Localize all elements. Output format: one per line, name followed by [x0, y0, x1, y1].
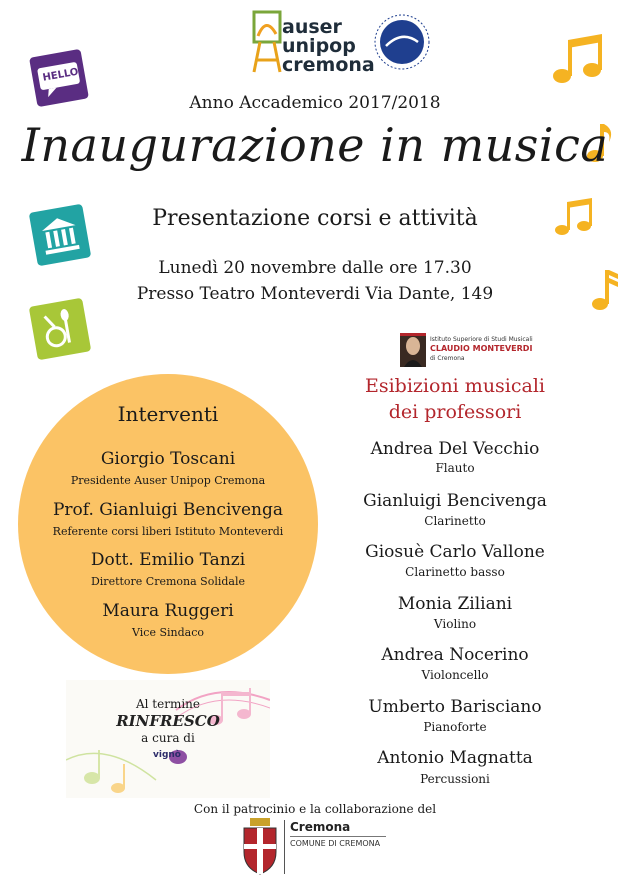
- event-venue: Presso Teatro Monteverdi Via Dante, 149: [136, 284, 494, 304]
- speaker-role: Referente corsi liberi Istituto Monteverdi: [52, 525, 284, 538]
- patrocinio-text: Con il patrocinio e la collaborazione del: [193, 802, 437, 816]
- event-date: Lunedì 20 novembre dalle ore 17.30: [158, 258, 472, 278]
- conservatorio-line3: di Cremona: [430, 355, 465, 362]
- academic-year: Anno Accademico 2017/2018: [189, 93, 441, 113]
- conservatorio-line1: Istituto Superiore di Studi Musicali: [430, 336, 533, 343]
- subtitle: Presentazione corsi e attività: [152, 206, 478, 231]
- musician-name: Umberto Barisciano: [368, 697, 542, 717]
- rinfresco-title: RINFRESCO: [116, 712, 220, 730]
- interventi-title: Interventi: [117, 402, 219, 426]
- musician-instrument: Violoncello: [421, 668, 489, 682]
- musician-name: Monia Ziliani: [397, 594, 513, 614]
- musician-name: Andrea Del Vecchio: [370, 439, 540, 459]
- rinfresco-intro: Al termine: [135, 697, 201, 711]
- rinfresco-by: a cura di: [141, 731, 195, 745]
- comune-sub: COMUNE DI CREMONA: [290, 839, 381, 848]
- musician-name: Andrea Nocerino: [381, 645, 529, 665]
- speaker-name: Maura Ruggeri: [102, 601, 234, 621]
- page-title: Inaugurazione in musica: [21, 118, 609, 172]
- esibizioni-title-line2: dei professori: [388, 401, 522, 423]
- city-crest-icon: [240, 816, 280, 878]
- speaker-name: Prof. Gianluigi Bencivenga: [52, 500, 284, 520]
- auser-unipop-logo: [248, 8, 378, 78]
- musician-instrument: Clarinetto: [424, 514, 486, 528]
- double-note-icon-1: [548, 30, 608, 90]
- cooking-tile: [29, 298, 92, 361]
- vigno-brand: vignò: [153, 750, 181, 760]
- speaker-role: Direttore Cremona Solidale: [90, 575, 246, 588]
- comune-name: Cremona: [290, 820, 351, 834]
- speaker-role: Presidente Auser Unipop Cremona: [70, 474, 266, 487]
- comune-cremona-logo: [240, 816, 390, 878]
- speaker-name: Giorgio Toscani: [100, 449, 236, 469]
- logo-line-unipop: unipop: [282, 35, 356, 57]
- conservatorio-line2: CLAUDIO MONTEVERDI: [430, 344, 533, 353]
- monteverdi-portrait-icon: [400, 333, 426, 367]
- conservatorio-logo: [400, 333, 550, 367]
- vigno-logo: [152, 749, 188, 765]
- musician-name: Giosuè Carlo Vallone: [365, 542, 545, 562]
- cooking-icon: [29, 298, 92, 361]
- musician-instrument: Flauto: [435, 461, 475, 475]
- speaker-name: Dott. Emilio Tanzi: [90, 550, 246, 570]
- musician-name: Antonio Magnatta: [377, 748, 533, 768]
- hello-label: HELLO!: [41, 65, 84, 84]
- musician-instrument: Clarinetto basso: [405, 565, 505, 579]
- esibizioni-title-line1: Esibizioni musicali: [364, 375, 546, 397]
- musician-instrument: Violino: [433, 617, 477, 631]
- logo-line-cremona: cremona: [282, 54, 375, 76]
- universita-popolare-logo: [372, 12, 432, 72]
- logo-line-auser: auser: [282, 16, 342, 38]
- speaker-role: Vice Sindaco: [132, 626, 204, 639]
- musician-name: Gianluigi Bencivenga: [363, 491, 547, 511]
- musician-instrument: Percussioni: [420, 772, 490, 786]
- esibizioni-title: [330, 373, 580, 425]
- musician-instrument: Pianoforte: [423, 720, 487, 734]
